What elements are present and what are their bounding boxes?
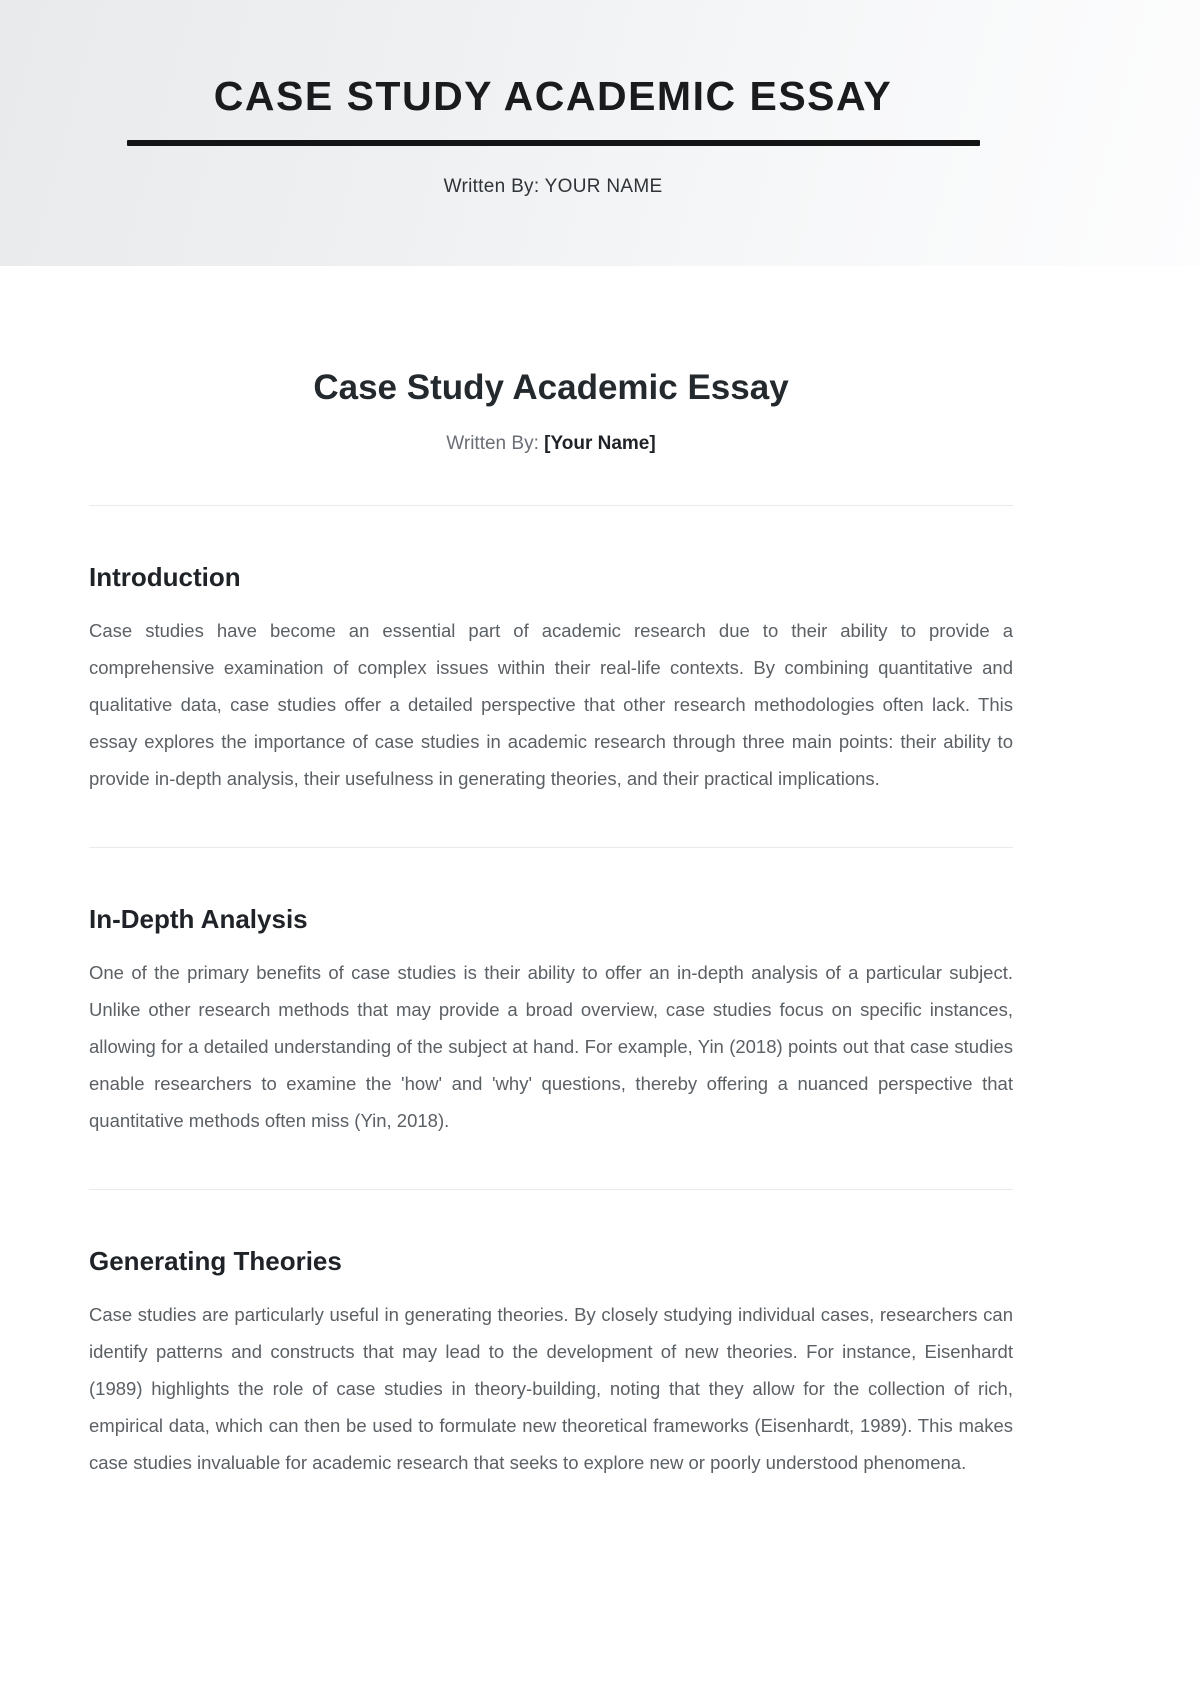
banner-title: CASE STUDY ACADEMIC ESSAY xyxy=(213,73,893,119)
section-in-depth-analysis xyxy=(89,904,1013,1139)
section-body: Case studies have become an essential part of academic research due to their ability to provide a comprehensive examination of complex issues within their real-life contexts. By combining quantitative and qualitative data, case studies offer a detailed perspective that other research methodologies often lack. This essay explores the importance of case studies in academic research through three main points: their ability to provide in-depth analysis, their usefulness in generating theories, and their practical implications. xyxy=(89,620,1013,789)
banner-rule xyxy=(127,140,980,146)
document-byline xyxy=(89,433,1013,455)
section-divider xyxy=(89,505,1013,506)
section-divider xyxy=(89,1189,1013,1190)
document-head xyxy=(89,266,1013,455)
section-heading: Introduction xyxy=(89,562,241,592)
banner-byline: Written By: YOUR NAME xyxy=(443,176,663,197)
section-heading: In-Depth Analysis xyxy=(89,904,308,934)
header-banner-inner xyxy=(0,72,1106,198)
section-divider xyxy=(89,847,1013,848)
section-body: One of the primary benefits of case studies is their ability to offer an in-depth analysis of a particular subject. Unlike other research methods that may provide a broad overview, case studies focus on specific instances, allowing for a detailed understanding of the subject at hand. For example, Yin (2018) points out that case studies enable researchers to examine the 'how' and 'why' questions, thereby offering a nuanced perspective that quantitative methods often miss (Yin, 2018). xyxy=(89,962,1013,1131)
byline-label: Written By: xyxy=(446,433,545,454)
section-generating-theories xyxy=(89,1246,1013,1481)
section-body: Case studies are particularly useful in generating theories. By closely studying individual cases, researchers can identify patterns and constructs that may lead to the development of new theories. For instance, Eisenhardt (1989) highlights the role of case studies in theory-building, noting that they allow for the collection of rich, empirical data, which can then be used to formulate new theoretical frameworks (Eisenhardt, 1989). This makes case studies invaluable for academic research that seeks to explore new or poorly understood phenomena. xyxy=(89,1304,1013,1473)
header-banner xyxy=(0,0,1200,266)
section-introduction xyxy=(89,562,1013,797)
document-title: Case Study Academic Essay xyxy=(313,368,789,407)
byline-name: [Your Name] xyxy=(544,433,656,454)
section-heading: Generating Theories xyxy=(89,1246,342,1276)
document-content xyxy=(89,266,1013,1481)
